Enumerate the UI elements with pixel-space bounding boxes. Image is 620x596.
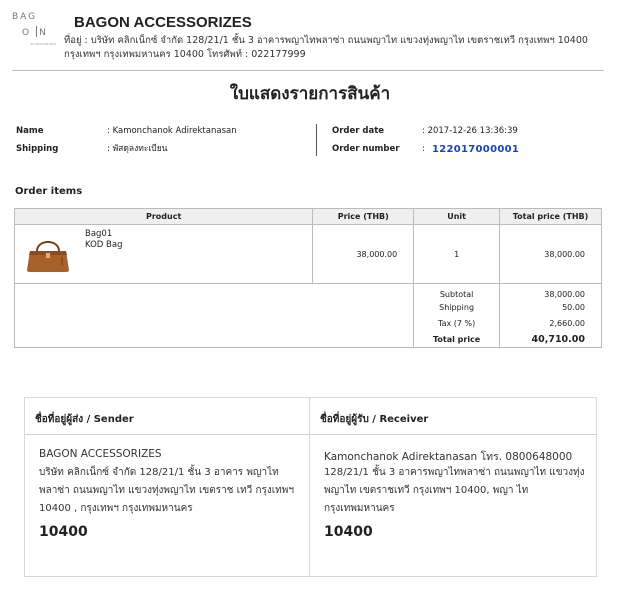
order-items-title: Order items: [15, 186, 83, 197]
order-date-label: Order date: [332, 126, 385, 136]
order-info: [332, 122, 602, 162]
order-number-colon: :: [422, 144, 425, 154]
subtotal-label: Subtotal: [414, 284, 500, 300]
shipping-label: Shipping: [16, 144, 59, 154]
receiver-name: Kamonchanok Adirektanasan โทร. 0800648000: [324, 451, 573, 463]
table-row: [15, 225, 602, 284]
order-date-value: : 2017-12-26 13:36:39: [422, 126, 518, 136]
company-address: ที่อยู่ : บริษัท คลิกเน็กซ์ จำกัด 128/21/1 ชั้น 3 อาคารพญาไทพลาซ่า ถนนพญาไท แขวงทุ่งพญาไท เขตราชเทวี กรุงเทพฯ 10400 กรุงเทพฯ กรุงเทพมหานคร 10400 โทรศัพท์ : 022177999: [64, 35, 588, 60]
order-items-table: [14, 208, 602, 348]
brown-handbag-icon: [25, 237, 71, 273]
receiver-box: [309, 397, 597, 577]
divider: [310, 434, 596, 435]
column-header: Price (THB): [313, 209, 414, 225]
total-price-label: Total price: [414, 332, 500, 348]
order-number-label: Order number: [332, 144, 400, 154]
header-divider: [12, 70, 604, 71]
tax-value: 2,660.00: [500, 316, 602, 332]
summary-row: [15, 284, 602, 300]
logo-tagline: ACCESSORIZES: [30, 42, 57, 46]
summary-row: [15, 332, 602, 348]
table-header-row: [15, 209, 602, 225]
total-price-value: 40,710.00: [500, 332, 602, 348]
sender-address: บริษัท คลิกเน็กซ์ จำกัด 128/21/1 ชั้น 3 อาคาร พญาไทพลาซ่า ถนนพญาไท แขวงทุ่งพญาไท เขตราช เทวี กรุงเทพฯ 10400 , กรุงเทพฯ กรุงเทพมหานคร: [39, 467, 294, 514]
column-header: Total price (THB): [500, 209, 602, 225]
unit-cell: 1: [414, 225, 500, 284]
shipping-value: : พัสดุลงทะเบียน: [107, 144, 168, 154]
product-variant: KOD Bag: [85, 240, 123, 250]
receiver-zip: 10400: [324, 524, 373, 540]
page-title: ใบแสดงรายการสินค้า: [229, 84, 391, 104]
logo-text-bottom: O N: [22, 28, 51, 38]
subtotal-value: 38,000.00: [500, 284, 602, 300]
divider: [25, 434, 311, 435]
summary-row: [15, 300, 602, 316]
customer-info: [16, 122, 306, 162]
logo-text-top: BAG: [12, 12, 38, 22]
sender-title: ชื่อที่อยู่ผู้ส่ง / Sender: [35, 414, 134, 425]
order-number-value: 122017000001: [432, 144, 520, 155]
product-name: Bag01: [85, 229, 113, 239]
receiver-title: ชื่อที่อยู่ผู้รับ / Receiver: [320, 414, 429, 425]
summary-row: [15, 316, 602, 332]
tax-label: Tax (7 %): [414, 316, 500, 332]
shipping-cost-label: Shipping: [414, 300, 500, 316]
product-cell: [15, 225, 313, 284]
shipping-cost-value: 50.00: [500, 300, 602, 316]
invoice-header: [12, 10, 604, 70]
name-value: : Kamonchanok Adirektanasan: [107, 126, 237, 136]
name-label: Name: [16, 126, 44, 136]
sender-box: [24, 397, 312, 577]
column-header: Unit: [414, 209, 500, 225]
price-cell: 38,000.00: [313, 225, 414, 284]
receiver-address: 128/21/1 ชั้น 3 อาคารพญาไทพลาซ่า ถนนพญาไท แขวงทุ่งพญาไท เขตราชเทวี กรุงเทพฯ 10400, พญา ไท กรุงเทพมหานคร: [324, 467, 585, 514]
sender-zip: 10400: [39, 524, 88, 540]
total-cell: 38,000.00: [500, 225, 602, 284]
sender-name: BAGON ACCESSORIZES: [39, 448, 162, 460]
bagon-logo: [12, 12, 56, 52]
company-name: BAGON ACCESSORIZES: [74, 14, 252, 31]
column-header: Product: [15, 209, 313, 225]
info-divider: [316, 124, 317, 156]
